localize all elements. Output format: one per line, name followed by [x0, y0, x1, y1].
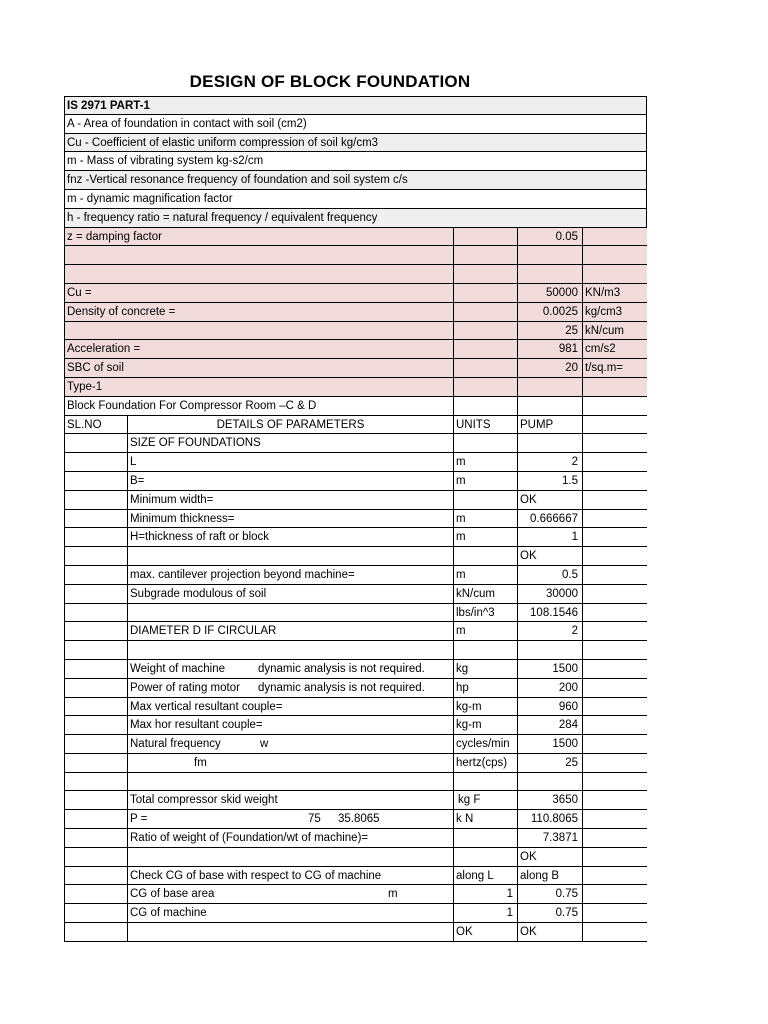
cg-check-l: OK [454, 923, 518, 941]
weight-ratio-value: 7.3871 [518, 829, 583, 847]
table-row [64, 622, 647, 641]
type-row [64, 378, 647, 397]
density-unit: kg/cm3 [585, 305, 623, 318]
natural-frequency-label: Natural frequency [130, 738, 221, 751]
definition-fnz: fnz -Vertical resonance frequency of foundation and soil system c/s [67, 174, 408, 187]
header-units: UNITS [454, 416, 518, 434]
cg-machine-l: 1 [454, 904, 518, 922]
table-row [64, 510, 647, 529]
density-value-2: 25 [518, 322, 583, 340]
cg-machine-label: CG of machine [128, 904, 454, 922]
table-row [64, 698, 647, 717]
definition-m: m - Mass of vibrating system kg-s2/cm [67, 155, 264, 168]
header-slno: SL.NO [64, 416, 128, 434]
motor-power-label: Power of rating motor [130, 681, 240, 694]
machine-weight-note: dynamic analysis is not required. [258, 662, 425, 675]
horizontal-couple-value: 284 [518, 716, 583, 734]
type-label: Type-1 [64, 378, 454, 396]
fm-label: fm [128, 754, 454, 772]
breadth-label: B= [128, 472, 454, 490]
table-row [64, 472, 647, 491]
horizontal-couple-unit: kg-m [454, 716, 518, 734]
p-factor-a: 75 [308, 813, 321, 826]
density-row-2 [64, 322, 647, 341]
subgrade-value-2: 108.1546 [518, 604, 583, 622]
fm-unit: hertz(cps) [454, 754, 518, 772]
skid-weight-label: Total compressor skid weight [128, 791, 454, 809]
definition-h: h - frequency ratio = natural frequency / equivalent frequency [67, 211, 378, 224]
definition-a: A - Area of foundation in contact with soil (cm2) [67, 117, 307, 130]
subgrade-unit-2: lbs/in^3 [454, 604, 518, 622]
table-row [64, 716, 647, 735]
page-title: DESIGN OF BLOCK FOUNDATION [189, 72, 471, 91]
thickness-label: H=thickness of raft or block [128, 528, 454, 546]
diameter-unit: m [454, 622, 518, 640]
breadth-value: 1.5 [518, 472, 583, 490]
table-row [64, 566, 647, 585]
length-unit: m [454, 453, 518, 471]
machine-weight-label: Weight of machine [130, 662, 226, 675]
natural-frequency-value: 1500 [518, 735, 583, 753]
sbc-unit: t/sq.m= [585, 362, 624, 375]
standard-label: IS 2971 PART-1 [67, 100, 150, 112]
min-width-label: Minimum width= [128, 491, 454, 509]
motor-power-value: 200 [518, 679, 583, 697]
breadth-unit: m [454, 472, 518, 490]
length-value: 2 [518, 453, 583, 471]
table-row [64, 867, 647, 886]
size-heading: SIZE OF FOUNDATIONS [128, 434, 454, 452]
weight-ratio-check: OK [518, 848, 583, 866]
sbc-row [64, 359, 647, 378]
thickness-value: 1 [518, 528, 583, 546]
fm-value: 25 [518, 754, 583, 772]
skid-weight-value: 3650 [518, 791, 583, 809]
definition-row [64, 190, 647, 209]
density-row [64, 303, 647, 322]
min-thickness-value: 0.666667 [518, 510, 583, 528]
table-row [64, 547, 647, 566]
table-row [64, 679, 647, 698]
diameter-label: DIAMETER D IF CIRCULAR [128, 622, 454, 640]
blank-row [64, 246, 647, 265]
table-row [64, 641, 647, 660]
definition-row [64, 209, 647, 228]
vertical-couple-value: 960 [518, 698, 583, 716]
omega-symbol: w [260, 738, 269, 751]
table-row [64, 904, 647, 923]
min-width-value: OK [518, 491, 583, 509]
blank-row [64, 265, 647, 284]
table-row [64, 660, 647, 679]
cg-check-b: OK [518, 923, 583, 941]
cu-label: Cu = [64, 284, 454, 302]
definition-row [64, 115, 647, 134]
machine-weight-value: 1500 [518, 660, 583, 678]
acceleration-label: Acceleration = [64, 340, 454, 358]
thickness-check: OK [518, 547, 583, 565]
cg-check-label: Check CG of base with respect to CG of machine [128, 867, 454, 885]
subgrade-unit: kN/cum [454, 585, 518, 603]
p-value: 110.8065 [518, 810, 583, 828]
machine-weight-unit: kg [454, 660, 518, 678]
cantilever-unit: m [454, 566, 518, 584]
cg-base-l: 1 [454, 885, 518, 903]
cg-base-label: CG of base area [130, 888, 215, 901]
horizontal-couple-label: Max hor resultant couple= [128, 716, 454, 734]
min-thickness-unit: m [454, 510, 518, 528]
definition-row [64, 171, 647, 190]
table-row [64, 585, 647, 604]
header-details: DETAILS OF PARAMETERS [128, 416, 454, 434]
min-thickness-label: Minimum thickness= [128, 510, 454, 528]
density-value: 0.0025 [518, 303, 583, 321]
p-factor-b: 35.8065 [338, 813, 380, 826]
table-row [64, 528, 647, 547]
table-row [64, 773, 647, 792]
damping-value: 0.05 [518, 228, 583, 246]
spreadsheet [64, 96, 647, 942]
cg-along-l: along L [454, 867, 518, 885]
density-label: Density of concrete = [64, 303, 454, 321]
section-title: Block Foundation For Compressor Room –C & D [64, 397, 454, 415]
sbc-value: 20 [518, 359, 583, 377]
density-unit-2: kN/cum [585, 324, 624, 337]
header-pump: PUMP [518, 416, 583, 434]
damping-row [64, 228, 647, 247]
table-row [64, 604, 647, 623]
table-row [64, 491, 647, 510]
table-row [64, 848, 647, 867]
vertical-couple-unit: kg-m [454, 698, 518, 716]
cg-machine-b: 0.75 [518, 904, 583, 922]
table-row [64, 434, 647, 453]
length-label: L [128, 453, 454, 471]
motor-power-note: dynamic analysis is not required. [258, 681, 425, 694]
definition-cu: Cu - Coefficient of elastic uniform compression of soil kg/cm3 [67, 136, 379, 149]
cantilever-label: max. cantilever projection beyond machine= [128, 566, 454, 584]
section-title-row [64, 397, 647, 416]
thickness-unit: m [454, 528, 518, 546]
table-row [64, 810, 647, 829]
acceleration-row [64, 340, 647, 359]
acceleration-value: 981 [518, 340, 583, 358]
table-row [64, 923, 647, 942]
cg-along-b: along B [518, 867, 583, 885]
table-row [64, 885, 647, 904]
table-row [64, 791, 647, 810]
table-row [64, 453, 647, 472]
definition-row [64, 134, 647, 153]
p-label: P = [130, 813, 148, 826]
motor-power-unit: hp [454, 679, 518, 697]
definition-row [64, 152, 647, 171]
p-unit: k N [454, 810, 518, 828]
standard-row [64, 96, 647, 115]
table-row [64, 829, 647, 848]
subgrade-value: 30000 [518, 585, 583, 603]
cu-unit: KN/m3 [585, 286, 621, 299]
damping-label: z = damping factor [64, 228, 454, 246]
table-row [64, 735, 647, 754]
subgrade-label: Subgrade modulous of soil [128, 585, 454, 603]
natural-frequency-unit: cycles/min [454, 735, 518, 753]
diameter-value: 2 [518, 622, 583, 640]
skid-weight-unit: kg F [454, 791, 518, 809]
definition-mu: m - dynamic magnification factor [67, 192, 233, 205]
cu-row [64, 284, 647, 303]
cantilever-value: 0.5 [518, 566, 583, 584]
table-row [64, 754, 647, 773]
sbc-label: SBC of soil [64, 359, 454, 377]
cu-value: 50000 [518, 284, 583, 302]
acceleration-unit: cm/s2 [585, 343, 616, 356]
cg-base-unit: m [388, 888, 398, 901]
table-header [64, 416, 647, 435]
cg-base-b: 0.75 [518, 885, 583, 903]
vertical-couple-label: Max vertical resultant couple= [128, 698, 454, 716]
weight-ratio-label: Ratio of weight of (Foundation/wt of machine)= [128, 829, 454, 847]
